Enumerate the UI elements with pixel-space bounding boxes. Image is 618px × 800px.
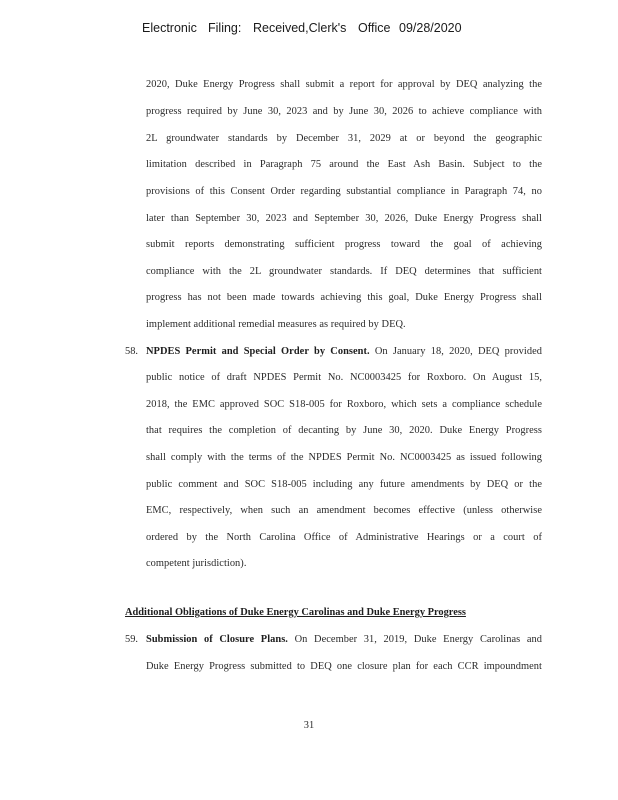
paragraph-line: limitation described in Paragraph 75 around the East Ash Basin. Subject to the (146, 159, 542, 170)
paragraph-line: implement additional remedial measures as required by DEQ. (146, 319, 406, 330)
paragraph-line: shall comply with the terms of the NPDES Permit No. NC0003425 as issued following (146, 452, 542, 463)
paragraph-line: that requires the completion of decanting by June 30, 2020. Duke Energy Progress (146, 425, 542, 436)
paragraph-line: submit reports demonstrating sufficient progress toward the goal of achieving (146, 239, 542, 250)
paragraph-line: public notice of draft NPDES Permit No. NC0003425 for Roxboro. On August 15, (146, 372, 542, 383)
paragraph-line: EMC, respectively, when such an amendment becomes effective (unless otherwise (146, 505, 542, 516)
stamp-filing: Filing: (208, 21, 242, 35)
paragraph-line: competent jurisdiction). (146, 558, 247, 569)
paragraph-title: Submission of Closure Plans. (146, 634, 288, 645)
paragraph-text: On January 18, 2020, DEQ provided (374, 346, 542, 357)
paragraph-text: On December 31, 2019, Duke Energy Carolinas and (294, 634, 543, 645)
paragraph-line: 2L groundwater standards by December 31, 2029 at or beyond the geographic (146, 133, 542, 144)
paragraph-title: NPDES Permit and Special Order by Consent. (146, 346, 370, 357)
stamp-office: Office (358, 21, 391, 35)
stamp-received: Received,Clerk's (253, 21, 347, 35)
stamp-electronic: Electronic (142, 21, 197, 35)
paragraph-line: compliance with the 2L groundwater standards. If DEQ determines that sufficient (146, 266, 542, 277)
page-number: 31 (303, 720, 315, 731)
paragraph-first-line (146, 634, 542, 645)
paragraph-number: 58. (125, 346, 138, 357)
paragraph-line: 2020, Duke Energy Progress shall submit a report for approval by DEQ analyzing the (146, 79, 542, 90)
paragraph-first-line (146, 346, 542, 357)
paragraph-number: 59. (125, 634, 138, 645)
paragraph-line: 2018, the EMC approved SOC S18-005 for Roxboro, which sets a compliance schedule (146, 399, 542, 410)
paragraph-line: provisions of this Consent Order regarding substantial compliance in Paragraph 74, no (146, 186, 542, 197)
paragraph-line: later than September 30, 2023 and September 30, 2026, Duke Energy Progress shall (146, 213, 542, 224)
paragraph-line: progress has not been made towards achieving this goal, Duke Energy Progress shall (146, 292, 542, 303)
section-heading: Additional Obligations of Duke Energy Carolinas and Duke Energy Progress (125, 607, 466, 618)
paragraph-line: progress required by June 30, 2023 and by June 30, 2026 to achieve compliance with (146, 106, 542, 117)
paragraph-line: Duke Energy Progress submitted to DEQ one closure plan for each CCR impoundment (146, 661, 542, 672)
paragraph-line: public comment and SOC S18-005 including any future amendments by DEQ or the (146, 479, 542, 490)
stamp-date: 09/28/2020 (399, 21, 462, 35)
paragraph-line: ordered by the North Carolina Office of Administrative Hearings or a court of (146, 532, 542, 543)
